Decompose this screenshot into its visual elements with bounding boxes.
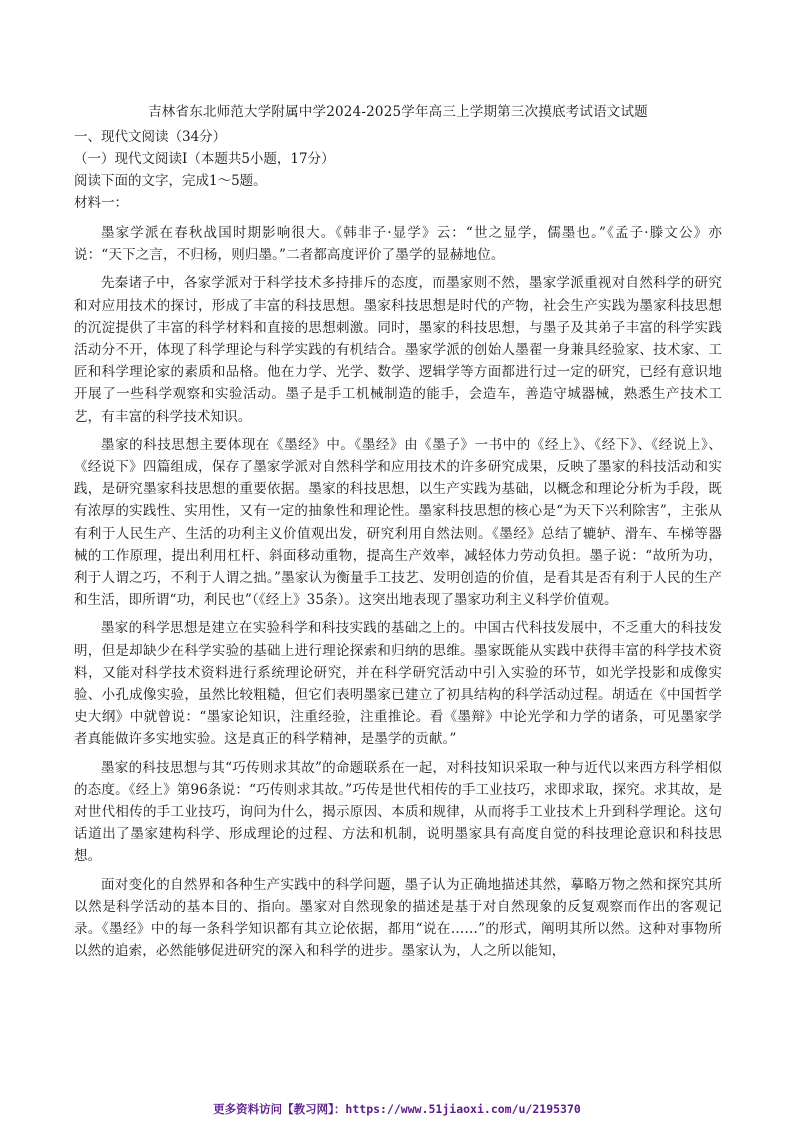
paragraph-6: 面对变化的自然界和各种生产实践中的科学问题，墨子认为正确地描述其然，摹略万物之然和探究其所以然是科学活动的基本目的、指向。墨家对自然现象的描述是基于对自然现象的反复观察而作出的客观记录。《墨经》中的每一条科学知识都有其立论依据，都用“说在……”的形式，阐明其所以然。这种对事物所以然的追索，必然能够促进研究的深入和科学的进步。墨家认为，人之所以能知， (74, 876, 722, 960)
paragraph-3: 墨家的科技思想主要体现在《墨经》中。《墨经》由《墨子》一书中的《经上》、《经下》、《经说上》、《经说下》四篇组成，保存了墨家学派对自然科学和应用技术的许多研究成果，反映了墨家的科技活动和实践，是研究墨家科技思想的重要依据。墨家的科技思想，以生产实践为基础，以概念和理论分析为手段，既有浓厚的实践性、实用性，又有一定的抽象性和理论性。墨家科技思想的核心是“为天下兴利除害”，主张从有利于人民生产、生活的功利主义价值观出发，研究利用自然法则。《墨经》总结了辘轳、滑车、车梯等器械的工作原理，提出利用杠杆、斜面移动重物，提高生产效率，减轻体力劳动负担。墨子说：“故所为功，利于人谓之巧，不利于人谓之拙。”墨家认为衡量手工技艺、发明创造的价值，是看其是否有利于人民的生产和生活，即所谓“功，利民也”（《经上》35条）。这突出地表现了墨家功利主义科学价值观。 (74, 436, 722, 609)
document-page (74, 100, 722, 969)
paragraph-1: 墨家学派在春秋战国时期影响很大。《韩非子·显学》云：“世之显学，儒墨也。”《孟子·滕文公》亦说：“天下之言，不归杨，则归墨。”二者都高度评价了墨学的显赫地位。 (74, 225, 722, 264)
paragraph-2: 先秦诸子中，各家学派对于科学技术多持排斥的态度，而墨家则不然，墨家学派重视对自然科学的研究和对应用技术的探讨，形成了丰富的科技思想。墨家科技思想是时代的产物，社会生产实践为墨家科技思想的沉淀提供了丰富的科学材料和直接的思想刺激。同时，墨家的科技思想，与墨子及其弟子丰富的科学实践活动分不开，体现了科学理论与科学实践的有机结合。墨家学派的创始人墨翟一身兼具经验家、技术家、工匠和科学理论家的素质和品格。他在力学、光学、数学、逻辑学等方面都进行过一定的研究，已经有意识地开展了一些科学观察和实验活动。墨子是手工机械制造的能手，会造车，善造守城器械，熟悉生产技术工艺，有丰富的科学技术知识。 (74, 275, 722, 425)
paragraph-4: 墨家的科学思想是建立在实验科学和科技实践的基础之上的。中国古代科技发展中，不乏重大的科技发明，但是却缺少在科学实验的基础上进行理论探索和归纳的思维。墨家既能从实践中获得丰富的科学技术资料，又能对科学技术资料进行系统理论研究，并在科学研究活动中引入实验的环节，如光学投影和成像实验、小孔成像实验，虽然比较粗糙，但它们表明墨家已建立了初具结构的科学活动过程。胡适在《中国哲学史大纲》中就曾说：“墨家论知识，注重经验，注重推论。看《墨辩》中论光学和力学的诸条，可见墨家学者真能做许多实地实验。这是真正的科学精神，是墨学的贡献。” (74, 620, 722, 748)
document-title: 吉林省东北师范大学附属中学2024-2025学年高三上学期第三次摸底考试语文试题 (148, 104, 648, 120)
instruction-text: 阅读下面的文字，完成1～5题。 (74, 173, 267, 189)
footer-link[interactable]: 更多资料访问【教习网】：https://www.51jiaoxi.com/u/2195370 (213, 1102, 581, 1116)
paragraph-5: 墨家的科技思想与其“巧传则求其故”的命题联系在一起，对科技知识采取一种与近代以来西方科学相似的态度。《经上》第96条说：“巧传则求其故。”巧传是世代相传的手工业技巧，求即求取，探究。求其故，是对世代相传的手工业技巧，询问为什么，揭示原因、本质和规律，从而将手工业技术上升到科学理论。这句话道出了墨家建构科学、形成理论的过程、方法和机制，说明墨家具有高度自觉的科技理论意识和科技思想。 (74, 759, 722, 865)
material-label: 材料一： (74, 195, 128, 211)
section-heading: 一、现代文阅读（34分） (74, 129, 227, 145)
subsection-heading: （一）现代文阅读Ⅰ（本题共5小题，17分） (74, 151, 335, 167)
